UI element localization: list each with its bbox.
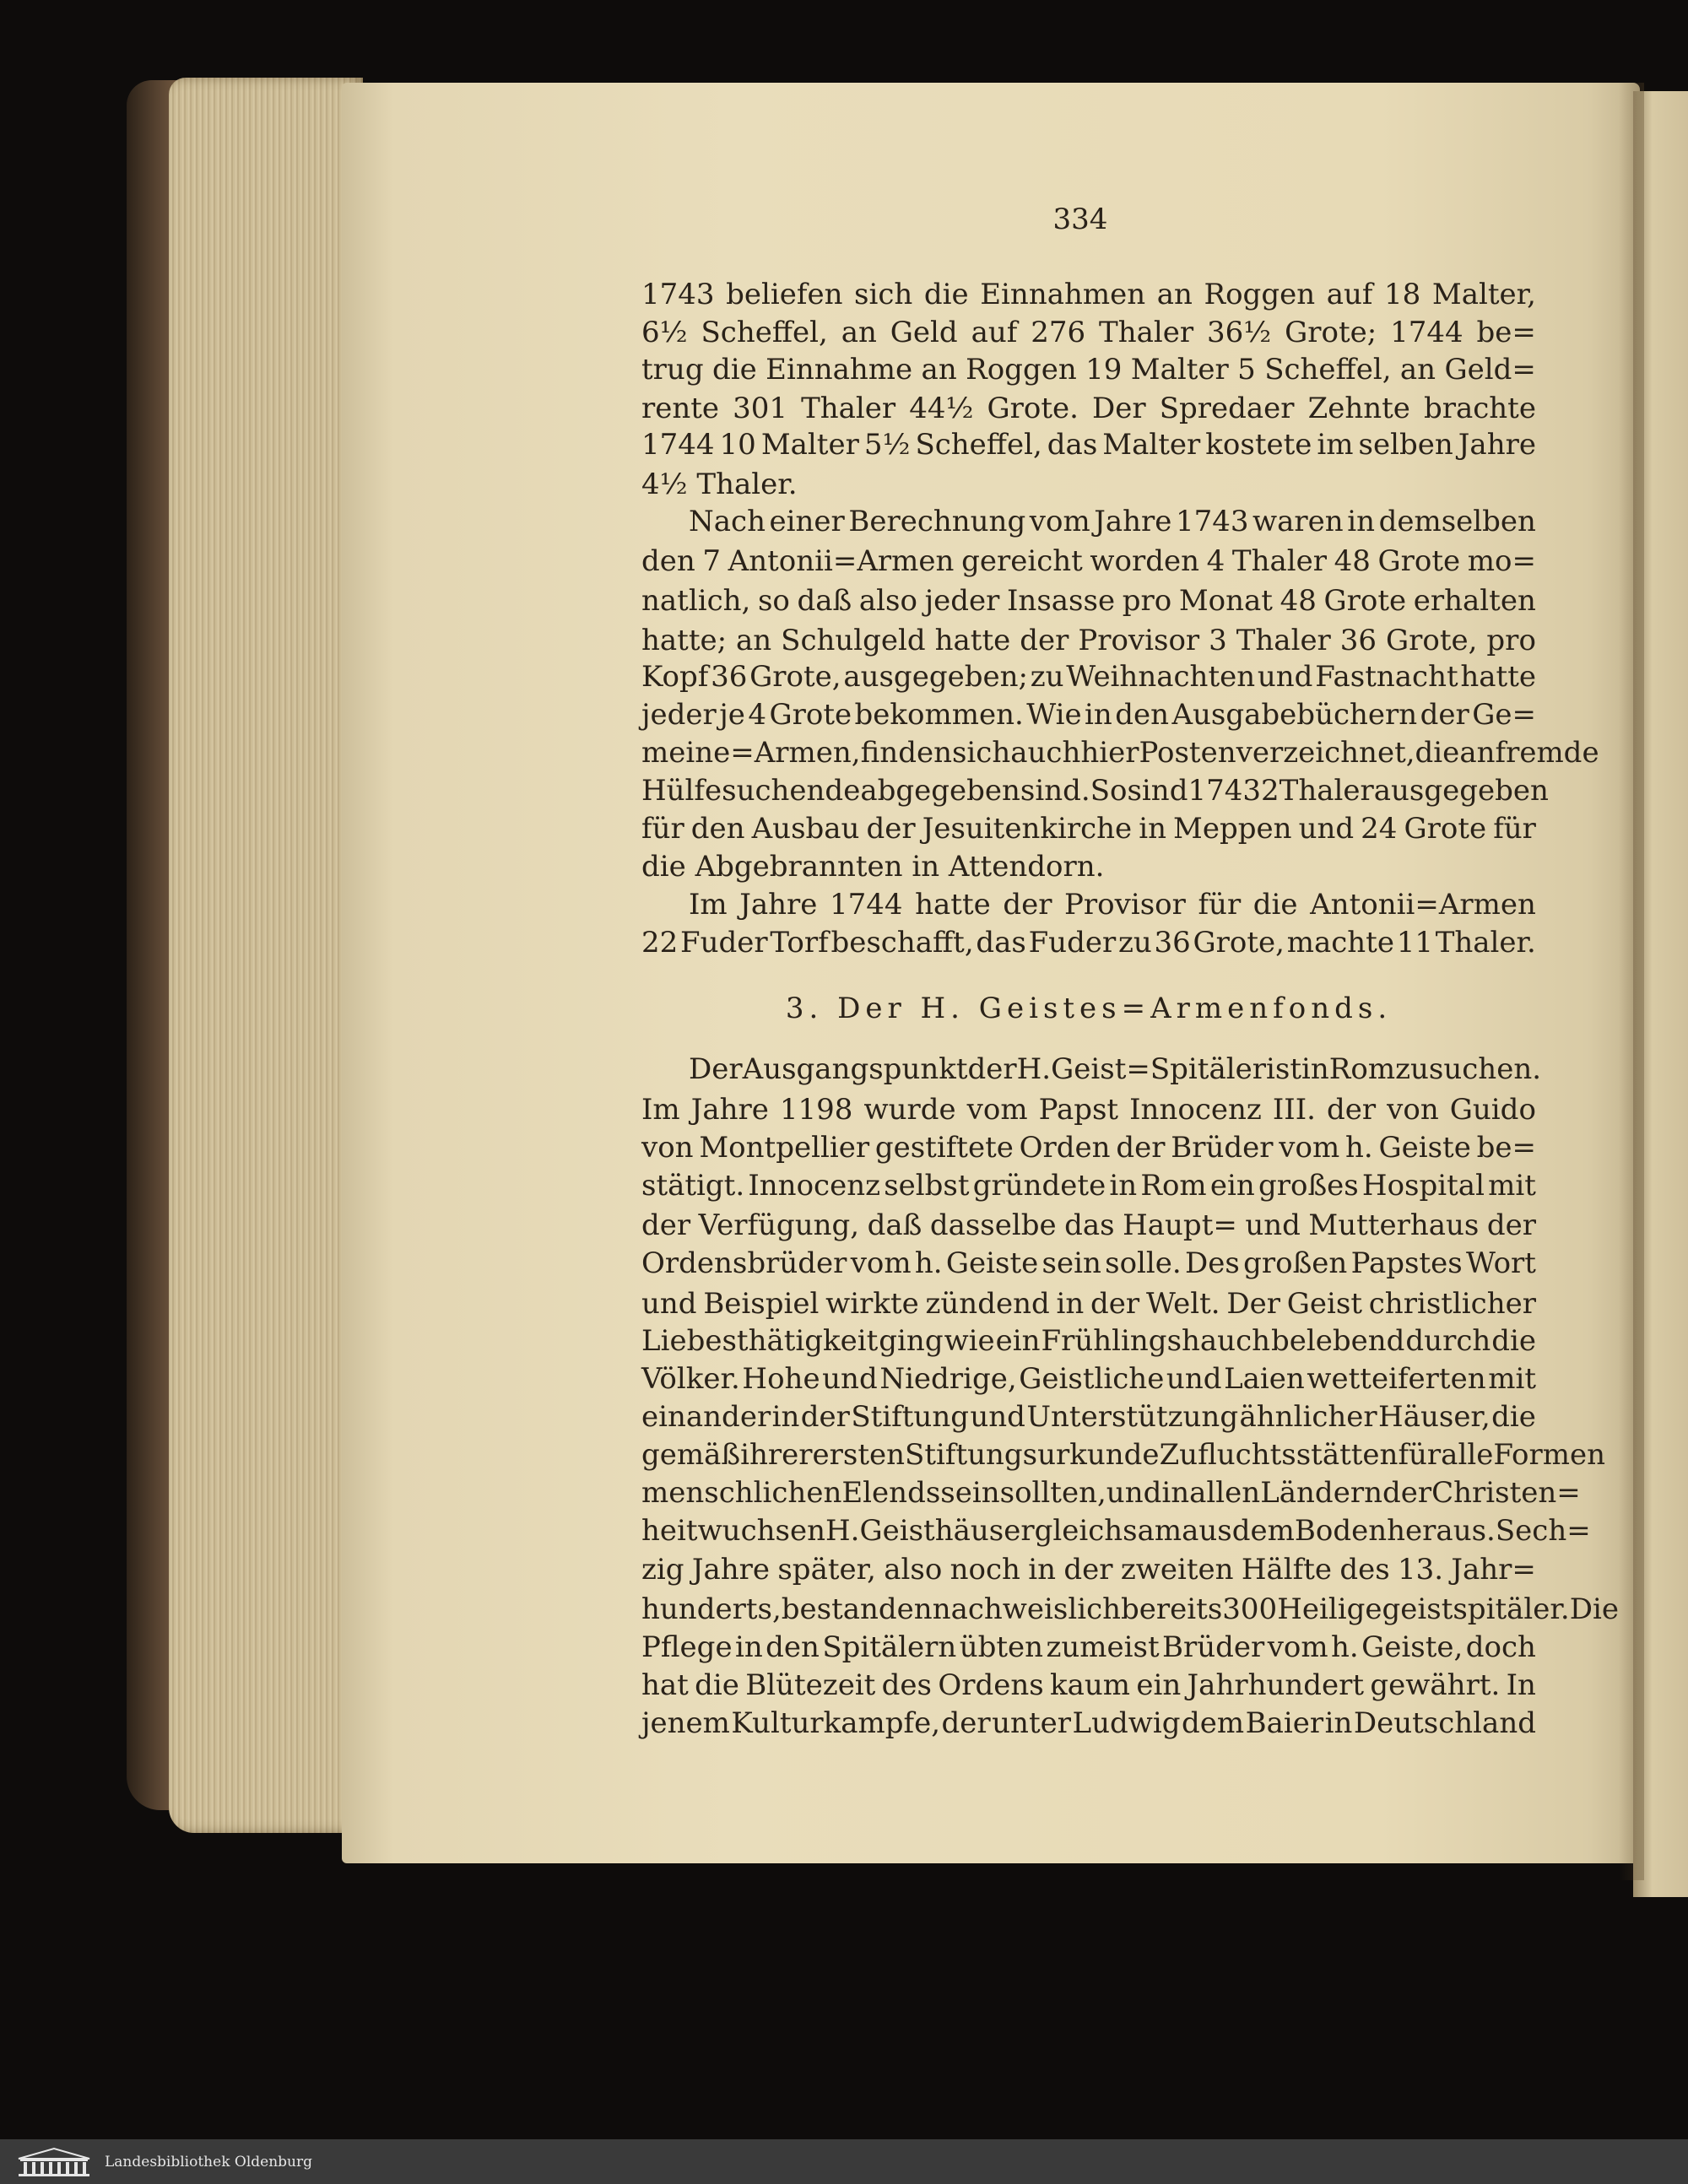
text-line: 1743 beliefen sich die Einnahmen an Roggen auf 18 Malter, — [641, 278, 1536, 311]
text-line: zig Jahre später, also noch in der zweiten Hälfte des 13. Jahr= — [641, 1553, 1536, 1587]
text-line: trug die Einnahme an Roggen 19 Malter 5 Scheffel, an Geld= — [641, 353, 1536, 387]
library-building-icon — [15, 2147, 93, 2177]
text-line: 4½ Thaler. — [641, 468, 798, 501]
text-line: Im Jahre 1198 wurde vom Papst Innocenz III. der von Guido — [641, 1093, 1536, 1127]
text-line: Ordensbrüder vom h. Geiste sein solle. Des großen Papstes Wort — [641, 1246, 1536, 1280]
text-line: einander in der Stiftung und Unterstützung ähnlicher Häuser, die — [641, 1400, 1536, 1434]
gutter-shadow — [1619, 83, 1644, 1880]
text-line: Hülfesuchende abgegeben sind. So sind 1743 2 Thaler ausgegeben — [641, 774, 1549, 808]
page-number: 334 — [1052, 203, 1108, 236]
text-line: 1744 10 Malter 5½ Scheffel, das Malter kostete im selben Jahre — [641, 428, 1536, 462]
footer-bar — [0, 2139, 1688, 2184]
text-line: jenem Kulturkampfe, der unter Ludwig dem Baier in Deutschland — [641, 1706, 1536, 1740]
text-line: für den Ausbau der Jesuitenkirche in Meppen und 24 Grote für — [641, 812, 1536, 846]
text-line: Liebesthätigkeit ging wie ein Frühlingshauch belebend durch die — [641, 1324, 1536, 1358]
text-line: jeder je 4 Grote bekommen. Wie in den Ausgabebüchern der Ge= — [641, 698, 1536, 732]
text-line: die Abgebrannten in Attendorn. — [641, 850, 1105, 884]
text-line: stätigt. Innocenz selbst gründete in Rom ein großes Hospital mit — [641, 1169, 1536, 1203]
text-line: rente 301 Thaler 44½ Grote. Der Spredaer Zehnte brachte — [641, 392, 1536, 425]
text-line: meine=Armen, finden sich auch hier Posten verzeichnet, die an fremde — [641, 736, 1599, 770]
page-edges — [169, 78, 363, 1833]
text-line: und Beispiel wirkte zündend in der Welt. Der Geist christlicher — [641, 1287, 1536, 1321]
text-line: heit wuchsen H. Geisthäuser gleichsam aus dem Boden heraus. Sech= — [641, 1514, 1591, 1548]
text-line: Der Ausgangspunkt der H. Geist=Spitäler ist in Rom zu suchen. — [689, 1052, 1542, 1086]
text-line: hunderts, bestanden nachweislich bereits 300 Heiligegeistspitäler. Die — [641, 1592, 1619, 1626]
text-line: Kopf 36 Grote, ausgegeben; zu Weihnachten und Fastnacht hatte — [641, 660, 1536, 694]
text-line: menschlichen Elends sein sollten, und in allen Ländern der Christen= — [641, 1476, 1581, 1510]
text-line: gemäß ihrer ersten Stiftungsurkunde Zufluchtsstätten für alle Formen — [641, 1438, 1606, 1472]
text-line: 22 Fuder Torf beschafft, das Fuder zu 36 Grote, machte 11 Thaler. — [641, 926, 1536, 960]
text-line: der Verfügung, daß dasselbe das Haupt= und Mutterhaus der — [641, 1208, 1536, 1242]
text-line: Nach einer Berechnung vom Jahre 1743 waren in demselben — [689, 505, 1536, 538]
text-line: hat die Blütezeit des Ordens kaum ein Jahrhundert gewährt. In — [641, 1668, 1536, 1702]
section-heading: 3. Der H. Geistes=Armenfonds. — [785, 992, 1393, 1025]
text-line: von Montpellier gestiftete Orden der Brüder vom h. Geiste be= — [641, 1131, 1536, 1165]
text-line: Völker. Hohe und Niedrige, Geistliche und Laien wetteiferten mit — [641, 1362, 1536, 1396]
text-line: 6½ Scheffel, an Geld auf 276 Thaler 36½ Grote; 1744 be= — [641, 316, 1536, 349]
text-line: natlich, so daß also jeder Insasse pro Monat 48 Grote erhalten — [641, 584, 1536, 618]
library-name: Landesbibliothek Oldenburg — [105, 2153, 313, 2170]
text-line: den 7 Antonii=Armen gereicht worden 4 Thaler 48 Grote mo= — [641, 544, 1536, 578]
text-line: Im Jahre 1744 hatte der Provisor für die Antonii=Armen — [689, 888, 1536, 922]
text-line: Pflege in den Spitälern übten zumeist Brüder vom h. Geiste, doch — [641, 1630, 1536, 1664]
text-line: hatte; an Schulgeld hatte der Provisor 3 Thaler 36 Grote, pro — [641, 624, 1536, 657]
